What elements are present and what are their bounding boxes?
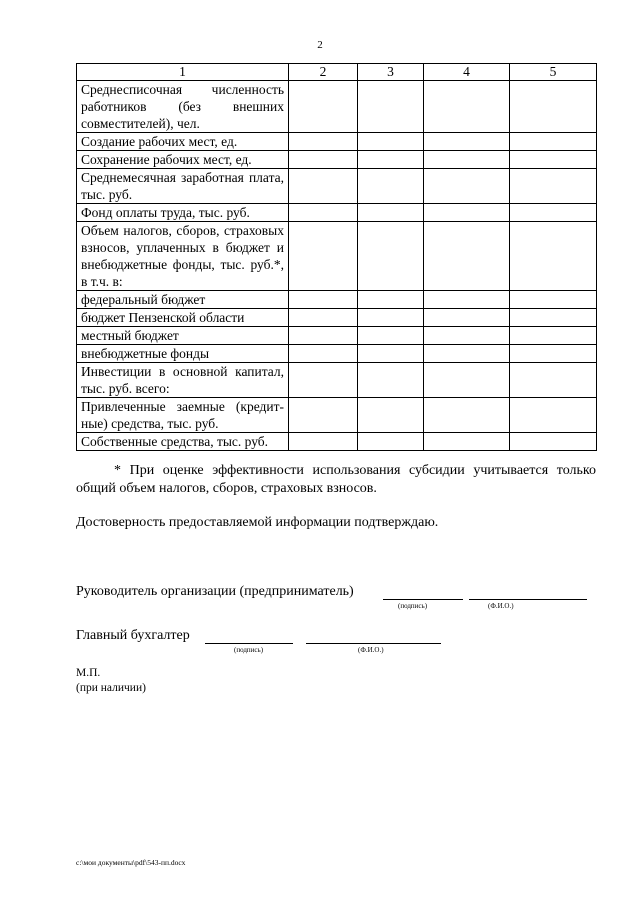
row-label: Объем налогов, сборов, страховых взносов, уплаченных в бюджет и внебюджетные фонды, тыс. руб.*, в т.ч. в: [77,222,289,291]
table-cell [358,204,424,222]
accountant-name-blank [306,642,441,644]
table-cell [358,291,424,309]
table-cell [510,433,597,451]
table-cell [510,204,597,222]
table-cell [424,204,510,222]
table-row [77,291,597,309]
table-cell [424,169,510,204]
table-cell [289,81,358,133]
row-label: Сохранение рабочих мест, ед. [77,151,289,169]
table-cell [289,204,358,222]
head-name-blank [469,598,587,600]
table-cell [289,398,358,433]
head-name-caption: (Ф.И.О.) [488,602,514,610]
column-header: 2 [289,64,358,81]
stamp-note: (при наличии) [76,682,146,694]
table-row [77,133,597,151]
table-cell [510,291,597,309]
table-row [77,222,597,291]
table-cell [424,309,510,327]
row-label: внебюджетные фонды [77,345,289,363]
accountant-signature-caption: (подпись) [234,646,264,654]
table-cell [510,133,597,151]
file-path: c:\мои документы\pdf\543-пп.docx [76,858,186,867]
table-row [77,169,597,204]
table-cell [289,433,358,451]
row-label: Создание рабочих мест, ед. [77,133,289,151]
indicators-table [76,63,597,451]
table-cell [289,151,358,169]
table-cell [424,398,510,433]
table-cell [358,222,424,291]
stamp-label: М.П. [76,667,101,679]
table-cell [424,222,510,291]
table-cell [358,133,424,151]
table-row [77,345,597,363]
table-cell [358,433,424,451]
table-row [77,151,597,169]
table-cell [289,309,358,327]
table-cell [424,433,510,451]
table-cell [358,363,424,398]
column-header: 4 [424,64,510,81]
table-cell [424,327,510,345]
column-header: 1 [77,64,289,81]
table-cell [289,169,358,204]
table-row [77,327,597,345]
table-cell [424,133,510,151]
row-label: местный бюджет [77,327,289,345]
table-cell [510,345,597,363]
table-cell [289,133,358,151]
table-row [77,398,597,433]
table-cell [510,81,597,133]
table-row [77,433,597,451]
row-label: Инвестиции в основной капитал, тыс. руб. всего: [77,363,289,398]
stamp-block [76,666,146,696]
column-header: 3 [358,64,424,81]
table-cell [510,327,597,345]
accountant-signature-blank [205,642,293,644]
accountant-name-caption: (Ф.И.О.) [358,646,384,654]
table-cell [510,363,597,398]
table-cell [358,151,424,169]
table-cell [510,151,597,169]
table-cell [424,363,510,398]
accountant-signature-label: Главный бухгалтер [76,628,190,643]
table-row [77,81,597,133]
table-row [77,204,597,222]
table-cell [358,345,424,363]
table-cell [510,398,597,433]
table-row [77,363,597,398]
table-cell [424,81,510,133]
table-cell [289,222,358,291]
row-label: Среднесписочная численность работников (без внешних совместителей), чел. [77,81,289,133]
row-label: Среднемесячная заработная плата, тыс. руб. [77,169,289,204]
table-cell [424,291,510,309]
table-cell [510,222,597,291]
table-cell [289,363,358,398]
row-label: Собственные средства, тыс. руб. [77,433,289,451]
table-cell [510,169,597,204]
table-cell [358,398,424,433]
table-cell [358,169,424,204]
table-cell [358,309,424,327]
column-header: 5 [510,64,597,81]
table-header-row [77,64,597,81]
page-number: 2 [317,39,323,51]
footnote: * При оценке эффективности использования субсидии учитывается только общий объем налогов, сборов, страховых взносов. [76,463,596,496]
row-label: Фонд оплаты труда, тыс. руб. [77,204,289,222]
table-cell [358,327,424,345]
confirmation-statement: Достоверность предоставляемой информации подтверждаю. [76,515,439,530]
row-label: Привлеченные заемные (кредит-ные) средства, тыс. руб. [77,398,289,433]
table-cell [510,309,597,327]
table-cell [424,345,510,363]
table-cell [289,327,358,345]
head-signature-label: Руководитель организации (предприниматель) [76,584,354,599]
table-cell [424,151,510,169]
head-signature-caption: (подпись) [398,602,428,610]
table-cell [358,81,424,133]
row-label: федеральный бюджет [77,291,289,309]
table-cell [289,345,358,363]
head-signature-blank [383,598,463,600]
row-label: бюджет Пензенской области [77,309,289,327]
table-cell [289,291,358,309]
table-row [77,309,597,327]
